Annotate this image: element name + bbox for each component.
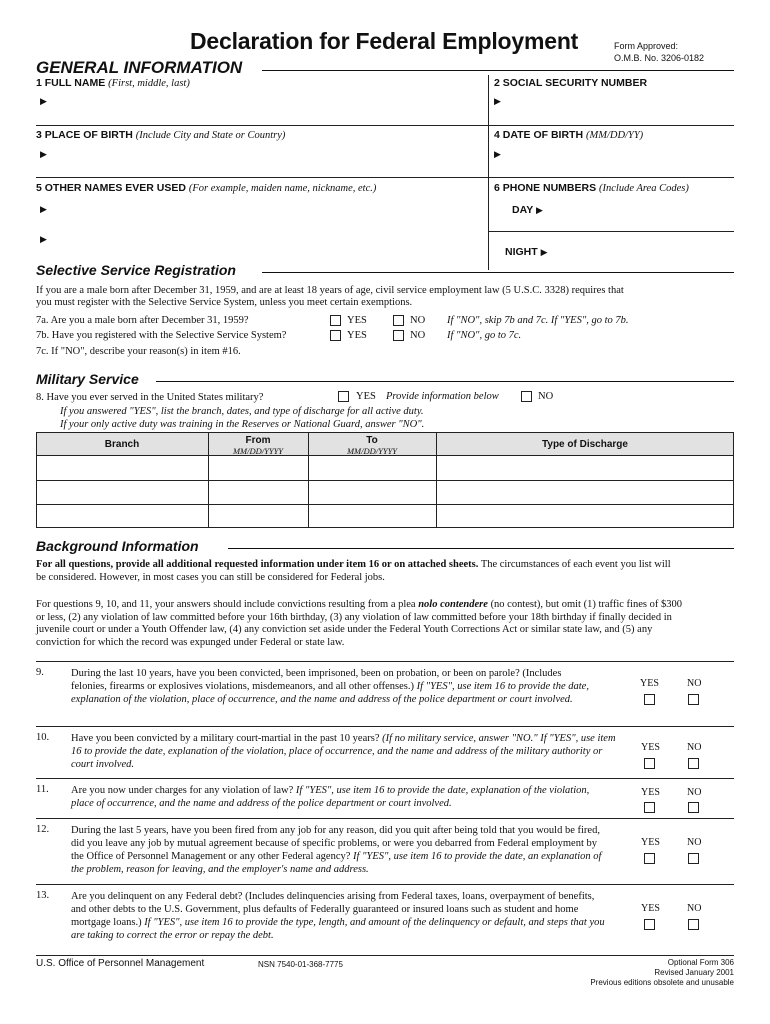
footer-form-info bbox=[540, 958, 734, 988]
col-type-of-discharge: Type of Discharge bbox=[542, 439, 628, 450]
section-military-service: Military Service bbox=[36, 371, 139, 387]
question-11-number: 11. bbox=[36, 784, 49, 795]
q12-no-label: NO bbox=[687, 837, 702, 848]
footer-revised: Revised January 2001 bbox=[654, 968, 734, 977]
table-row-2-branch[interactable] bbox=[37, 481, 207, 503]
col-from: From MM/DD/YYYY bbox=[232, 435, 284, 456]
question-12-text: During the last 5 years, have you been fired from any job for any reason, did you quit after being told that you would be fired, did you leave any job by mutual agreement because of specific problems, or were you debarred from Federal employment by the Office of Personnel Management or any other Federal agency? If "YES", use item 16 to provide the date, an explanation of the problem, reason for leaving, and the employer's name and address. bbox=[71, 825, 602, 875]
col-branch: Branch bbox=[104, 439, 140, 450]
date-of-birth-field[interactable] bbox=[494, 149, 730, 171]
q8-note-2: If your only active duty was training in the Reserves or National Guard, answer "NO". bbox=[60, 419, 425, 430]
section-rule bbox=[156, 381, 734, 382]
form-approval bbox=[614, 40, 704, 64]
table-row-1-branch[interactable] bbox=[37, 457, 207, 479]
q7b-yes-label: YES bbox=[347, 330, 367, 341]
arrow-icon: ▶ bbox=[40, 97, 47, 107]
q9-yes-checkbox[interactable] bbox=[644, 694, 655, 705]
footer-form-number: Optional Form 306 bbox=[667, 958, 734, 967]
footer-nsn: NSN 7540-01-368-7775 bbox=[258, 960, 343, 969]
question-9-text: During the last 10 years, have you been convicted, been imprisoned, been on probation, or been on parole? (Includes felonies, firearms or explosives violations, misdemeanors, and all other offenses.) If "YES", use item 16 to provide the date, explanation of the violation, place of occurrence, and the name and address of the police department or court involved. bbox=[71, 668, 589, 705]
question-7b: 7b. Have you registered with the Selective Service System? bbox=[36, 330, 287, 341]
question-10 bbox=[0, 732, 770, 782]
question-divider bbox=[36, 818, 734, 819]
q9-no-label: NO bbox=[687, 678, 702, 689]
arrow-icon: ▶ bbox=[40, 235, 47, 245]
question-8: 8. Have you ever served in the United States military? bbox=[36, 392, 264, 403]
q11-yes-checkbox[interactable] bbox=[644, 802, 655, 813]
form-approved-label: Form Approved: bbox=[614, 41, 679, 51]
arrow-icon: ▶ bbox=[494, 150, 501, 160]
question-9 bbox=[0, 667, 770, 727]
q8-yes-checkbox[interactable] bbox=[338, 391, 349, 402]
question-12-number: 12. bbox=[36, 824, 50, 835]
q7a-no-checkbox[interactable] bbox=[393, 315, 404, 326]
footer-previous-editions: Previous editions obsolete and unusable bbox=[590, 978, 734, 987]
question-11-text: Are you now under charges for any violation of law? If "YES", use item 16 to provide the date, explanation of the violation, place of occurrence, and the name and address of the police department or court involved. bbox=[71, 785, 590, 809]
arrow-icon: ▶ bbox=[40, 205, 47, 215]
q7b-no-label: NO bbox=[410, 330, 426, 341]
section-selective-service: Selective Service Registration bbox=[36, 262, 236, 278]
table-col-divider bbox=[436, 432, 437, 528]
q10-no-checkbox[interactable] bbox=[688, 758, 699, 769]
omb-number: O.M.B. No. 3206-0182 bbox=[614, 53, 705, 63]
q12-no-checkbox[interactable] bbox=[688, 853, 699, 864]
other-names-label: 5 OTHER NAMES EVER USED (For example, maiden name, nickname, etc.) bbox=[36, 182, 377, 194]
q7a-yes-checkbox[interactable] bbox=[330, 315, 341, 326]
q7b-no-checkbox[interactable] bbox=[393, 330, 404, 341]
section-divider bbox=[36, 661, 734, 662]
phone-numbers-label: 6 PHONE NUMBERS (Include Area Codes) bbox=[494, 182, 689, 194]
question-9-number: 9. bbox=[36, 667, 44, 678]
section-general-information: GENERAL INFORMATION bbox=[36, 58, 243, 77]
selective-intro-line-1: If you are a male born after December 31, 1959, and are at least 18 years of age, civil service employment law (5 U.S.C. 3328) requires that bbox=[36, 285, 624, 296]
col-to: To MM/DD/YYYY bbox=[346, 435, 398, 456]
q10-yes-checkbox[interactable] bbox=[644, 758, 655, 769]
q10-no-label: NO bbox=[687, 742, 702, 753]
q13-no-label: NO bbox=[687, 903, 702, 914]
q9-no-checkbox[interactable] bbox=[688, 694, 699, 705]
table-col-divider bbox=[308, 432, 309, 528]
question-12 bbox=[0, 824, 770, 884]
full-name-field[interactable] bbox=[40, 96, 480, 118]
footer-rule bbox=[36, 955, 734, 956]
place-of-birth-label: 3 PLACE OF BIRTH (Include City and State or Country) bbox=[36, 129, 286, 141]
q10-yes-label: YES bbox=[641, 742, 660, 753]
q12-yes-label: YES bbox=[641, 837, 660, 848]
q7a-no-label: NO bbox=[410, 315, 426, 326]
q11-no-label: NO bbox=[687, 787, 702, 798]
night-phone-label: NIGHT bbox=[505, 246, 538, 258]
row-divider bbox=[36, 125, 734, 126]
question-13 bbox=[0, 890, 770, 950]
q8-no-checkbox[interactable] bbox=[521, 391, 532, 402]
question-divider bbox=[36, 726, 734, 727]
table-col-divider bbox=[208, 432, 209, 528]
q13-no-checkbox[interactable] bbox=[688, 919, 699, 930]
question-10-number: 10. bbox=[36, 732, 50, 743]
section-rule bbox=[262, 272, 734, 273]
ssn-field[interactable] bbox=[494, 96, 730, 118]
arrow-icon: ▶ bbox=[494, 97, 501, 107]
day-phone-label: DAY bbox=[512, 204, 534, 216]
arrow-icon: ▶ bbox=[40, 150, 47, 160]
question-7c: 7c. If "NO", describe your reason(s) in item #16. bbox=[36, 346, 241, 357]
section-rule bbox=[262, 70, 734, 71]
q13-yes-checkbox[interactable] bbox=[644, 919, 655, 930]
other-names-field-1[interactable] bbox=[40, 204, 480, 222]
footer-agency: U.S. Office of Personnel Management bbox=[36, 958, 205, 969]
q7b-instruction: If "NO", go to 7c. bbox=[447, 330, 522, 341]
night-phone-field[interactable] bbox=[505, 246, 548, 258]
section-background-information: Background Information bbox=[36, 538, 199, 554]
q11-yes-label: YES bbox=[641, 787, 660, 798]
q8-note-1: If you answered "YES", list the branch, dates, and type of discharge for all active duty. bbox=[60, 406, 424, 417]
selective-intro-line-2: you must register with the Selective Service System, unless you meet certain exemptions. bbox=[36, 297, 413, 308]
table-row-3-branch[interactable] bbox=[37, 505, 207, 527]
q9-yes-label: YES bbox=[640, 678, 659, 689]
arrow-icon: ▶ bbox=[535, 206, 543, 216]
question-10-text: Have you been convicted by a military court-martial in the past 10 years? (If no military service, answer "NO." If "YES", use item 16 to provide the date, explanation of the violation, place of occurrence, and the name and address of the military authority or court involved. bbox=[71, 733, 616, 770]
q7b-yes-checkbox[interactable] bbox=[330, 330, 341, 341]
section-rule bbox=[228, 548, 734, 549]
question-13-text: Are you delinquent on any Federal debt? (Includes delinquencies arising from Federal taxes, loans, overpayment of benefits, and other debts to the U.S. Government, plus defaults of Federally guaranteed or insured loans such as student and home mortgage loans.) If "YES", use item 16 to provide the type, length, and amount of the delinquency or default, and steps that you are taking to correct the error or repay the debt. bbox=[71, 891, 605, 941]
place-of-birth-field[interactable] bbox=[40, 149, 480, 171]
q12-yes-checkbox[interactable] bbox=[644, 853, 655, 864]
q13-yes-label: YES bbox=[641, 903, 660, 914]
other-names-field-2[interactable] bbox=[40, 234, 480, 252]
background-paragraph-1: For all questions, provide all additional requested information under item 16 or on attached sheets. The circumstances of each event you list will be considered. However, in most cases you can still be considered for Federal jobs. bbox=[36, 559, 671, 583]
arrow-icon: ▶ bbox=[540, 248, 548, 258]
q8-no-label: NO bbox=[538, 391, 554, 402]
ssn-label: 2 SOCIAL SECURITY NUMBER bbox=[494, 77, 648, 89]
form-title: Declaration for Federal Employment bbox=[190, 28, 579, 54]
q7a-yes-label: YES bbox=[347, 315, 367, 326]
date-of-birth-label: 4 DATE OF BIRTH (MM/DD/YY) bbox=[494, 129, 644, 141]
q11-no-checkbox[interactable] bbox=[688, 802, 699, 813]
q8-yes-label: YES bbox=[356, 391, 376, 402]
full-name-label: 1 FULL NAME (First, middle, last) bbox=[36, 77, 190, 89]
background-paragraph-2: For questions 9, 10, and 11, your answers should include convictions resulting from a plea nolo contendere (no contest), but omit (1) traffic fines of $300 or less, (2) any violation of law committed before your 16th birthday, (3) any violation of law committed before your 18th birthday if finally decided in juvenile court or under a Youth Offender law, (4) any conviction set aside under the Federal Youth Corrections Act or similar state law, and (5) any conviction for which the record was expunged under Federal or state law. bbox=[36, 599, 682, 648]
row-divider bbox=[488, 231, 734, 232]
q8-yes-instruction: Provide information below bbox=[386, 391, 499, 402]
day-phone-field[interactable] bbox=[512, 204, 543, 216]
row-divider bbox=[36, 177, 734, 178]
question-divider bbox=[36, 778, 734, 779]
column-divider bbox=[488, 75, 489, 270]
question-divider bbox=[36, 884, 734, 885]
question-13-number: 13. bbox=[36, 890, 50, 901]
question-7a: 7a. Are you a male born after December 31, 1959? bbox=[36, 315, 249, 326]
q7a-instruction: If "NO", skip 7b and 7c. If "YES", go to 7b. bbox=[447, 315, 629, 326]
